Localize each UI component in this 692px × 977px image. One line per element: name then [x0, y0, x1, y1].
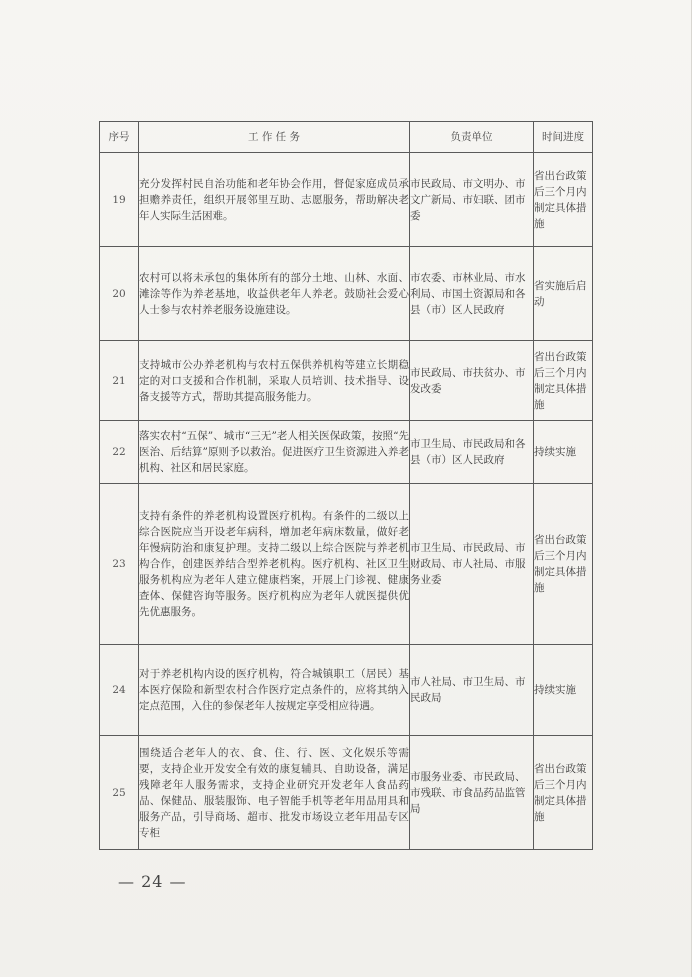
table-row [100, 247, 593, 341]
row-number: 22 [100, 421, 139, 484]
row-task: 支持有条件的养老机构设置医疗机构。有条件的二级以上综合医院应当开设老年病科，增加老年病床数量，做好老年慢病防治和康复护理。支持二级以上综合医院与养老机构合作，创建医养结合型养老机构。医疗机构、社区卫生服务机构应为老年人建立健康档案，开展上门诊视、健康查体、保健咨询等服务。医疗机构应为老年人就医提供优先优惠服务。 [139, 484, 410, 645]
page-number: — 24 — [118, 872, 187, 891]
row-number: 21 [100, 341, 139, 421]
row-time: 省出台政策后三个月内制定具体措施 [534, 341, 593, 421]
row-unit: 市服务业委、市民政局、市残联、市食品药品监管局 [410, 736, 534, 850]
table-row [100, 736, 593, 850]
row-unit: 市人社局、市卫生局、市民政局 [410, 645, 534, 736]
header-task: 工 作 任 务 [139, 122, 410, 153]
row-number: 23 [100, 484, 139, 645]
header-time: 时间进度 [534, 122, 593, 153]
header-no: 序号 [100, 122, 139, 153]
row-time: 省出台政策后三个月内制定具体措施 [534, 484, 593, 645]
table-row [100, 645, 593, 736]
table-row [100, 484, 593, 645]
row-unit: 市农委、市林业局、市水利局、市国土资源局和各县（市）区人民政府 [410, 247, 534, 341]
table-header-row [100, 122, 593, 153]
row-time: 省出台政策后三个月内制定具体措施 [534, 153, 593, 247]
row-number: 20 [100, 247, 139, 341]
row-number: 19 [100, 153, 139, 247]
row-number: 25 [100, 736, 139, 850]
row-time: 持续实施 [534, 645, 593, 736]
table-row [100, 341, 593, 421]
row-time: 省出台政策后三个月内制定具体措施 [534, 736, 593, 850]
row-task: 围绕适合老年人的衣、食、住、行、医、文化娱乐等需要，支持企业开发安全有效的康复辅具、自助设备，满足残障老年人服务需求，支持企业研究开发老年人食品药品、保健品、服装服饰、电子智能手机等老年用品用具和服务产品，引导商场、超市、批发市场设立老年用品专区专柜 [139, 736, 410, 850]
row-task: 农村可以将未承包的集体所有的部分土地、山林、水面、滩涂等作为养老基地，收益供老年人养老。鼓励社会爱心人士参与农村养老服务设施建设。 [139, 247, 410, 341]
task-table [99, 121, 593, 850]
row-unit: 市卫生局、市民政局、市财政局、市人社局、市服务业委 [410, 484, 534, 645]
row-unit: 市民政局、市扶贫办、市发改委 [410, 341, 534, 421]
table-row [100, 153, 593, 247]
row-task: 对于养老机构内设的医疗机构，符合城镇职工（居民）基本医疗保险和新型农村合作医疗定点条件的，应将其纳入定点范围，入住的参保老年人按规定享受相应待遇。 [139, 645, 410, 736]
table-row [100, 421, 593, 484]
row-unit: 市卫生局、市民政局和各县（市）区人民政府 [410, 421, 534, 484]
row-unit: 市民政局、市文明办、市文广新局、市妇联、团市委 [410, 153, 534, 247]
row-task: 落实农村“五保”、城市“三无”老人相关医保政策，按照“先医治、后结算”原则予以救治。促进医疗卫生资源进入养老机构、社区和居民家庭。 [139, 421, 410, 484]
row-task: 支持城市公办养老机构与农村五保供养机构等建立长期稳定的对口支援和合作机制，采取人员培训、技术指导、设备支援等方式，帮助其提高服务能力。 [139, 341, 410, 421]
header-unit: 负责单位 [410, 122, 534, 153]
row-task: 充分发挥村民自治功能和老年协会作用，督促家庭成员承担赡养责任，组织开展邻里互助、志愿服务，帮助解决老年人实际生活困难。 [139, 153, 410, 247]
row-number: 24 [100, 645, 139, 736]
row-time: 省实施后启动 [534, 247, 593, 341]
row-time: 持续实施 [534, 421, 593, 484]
